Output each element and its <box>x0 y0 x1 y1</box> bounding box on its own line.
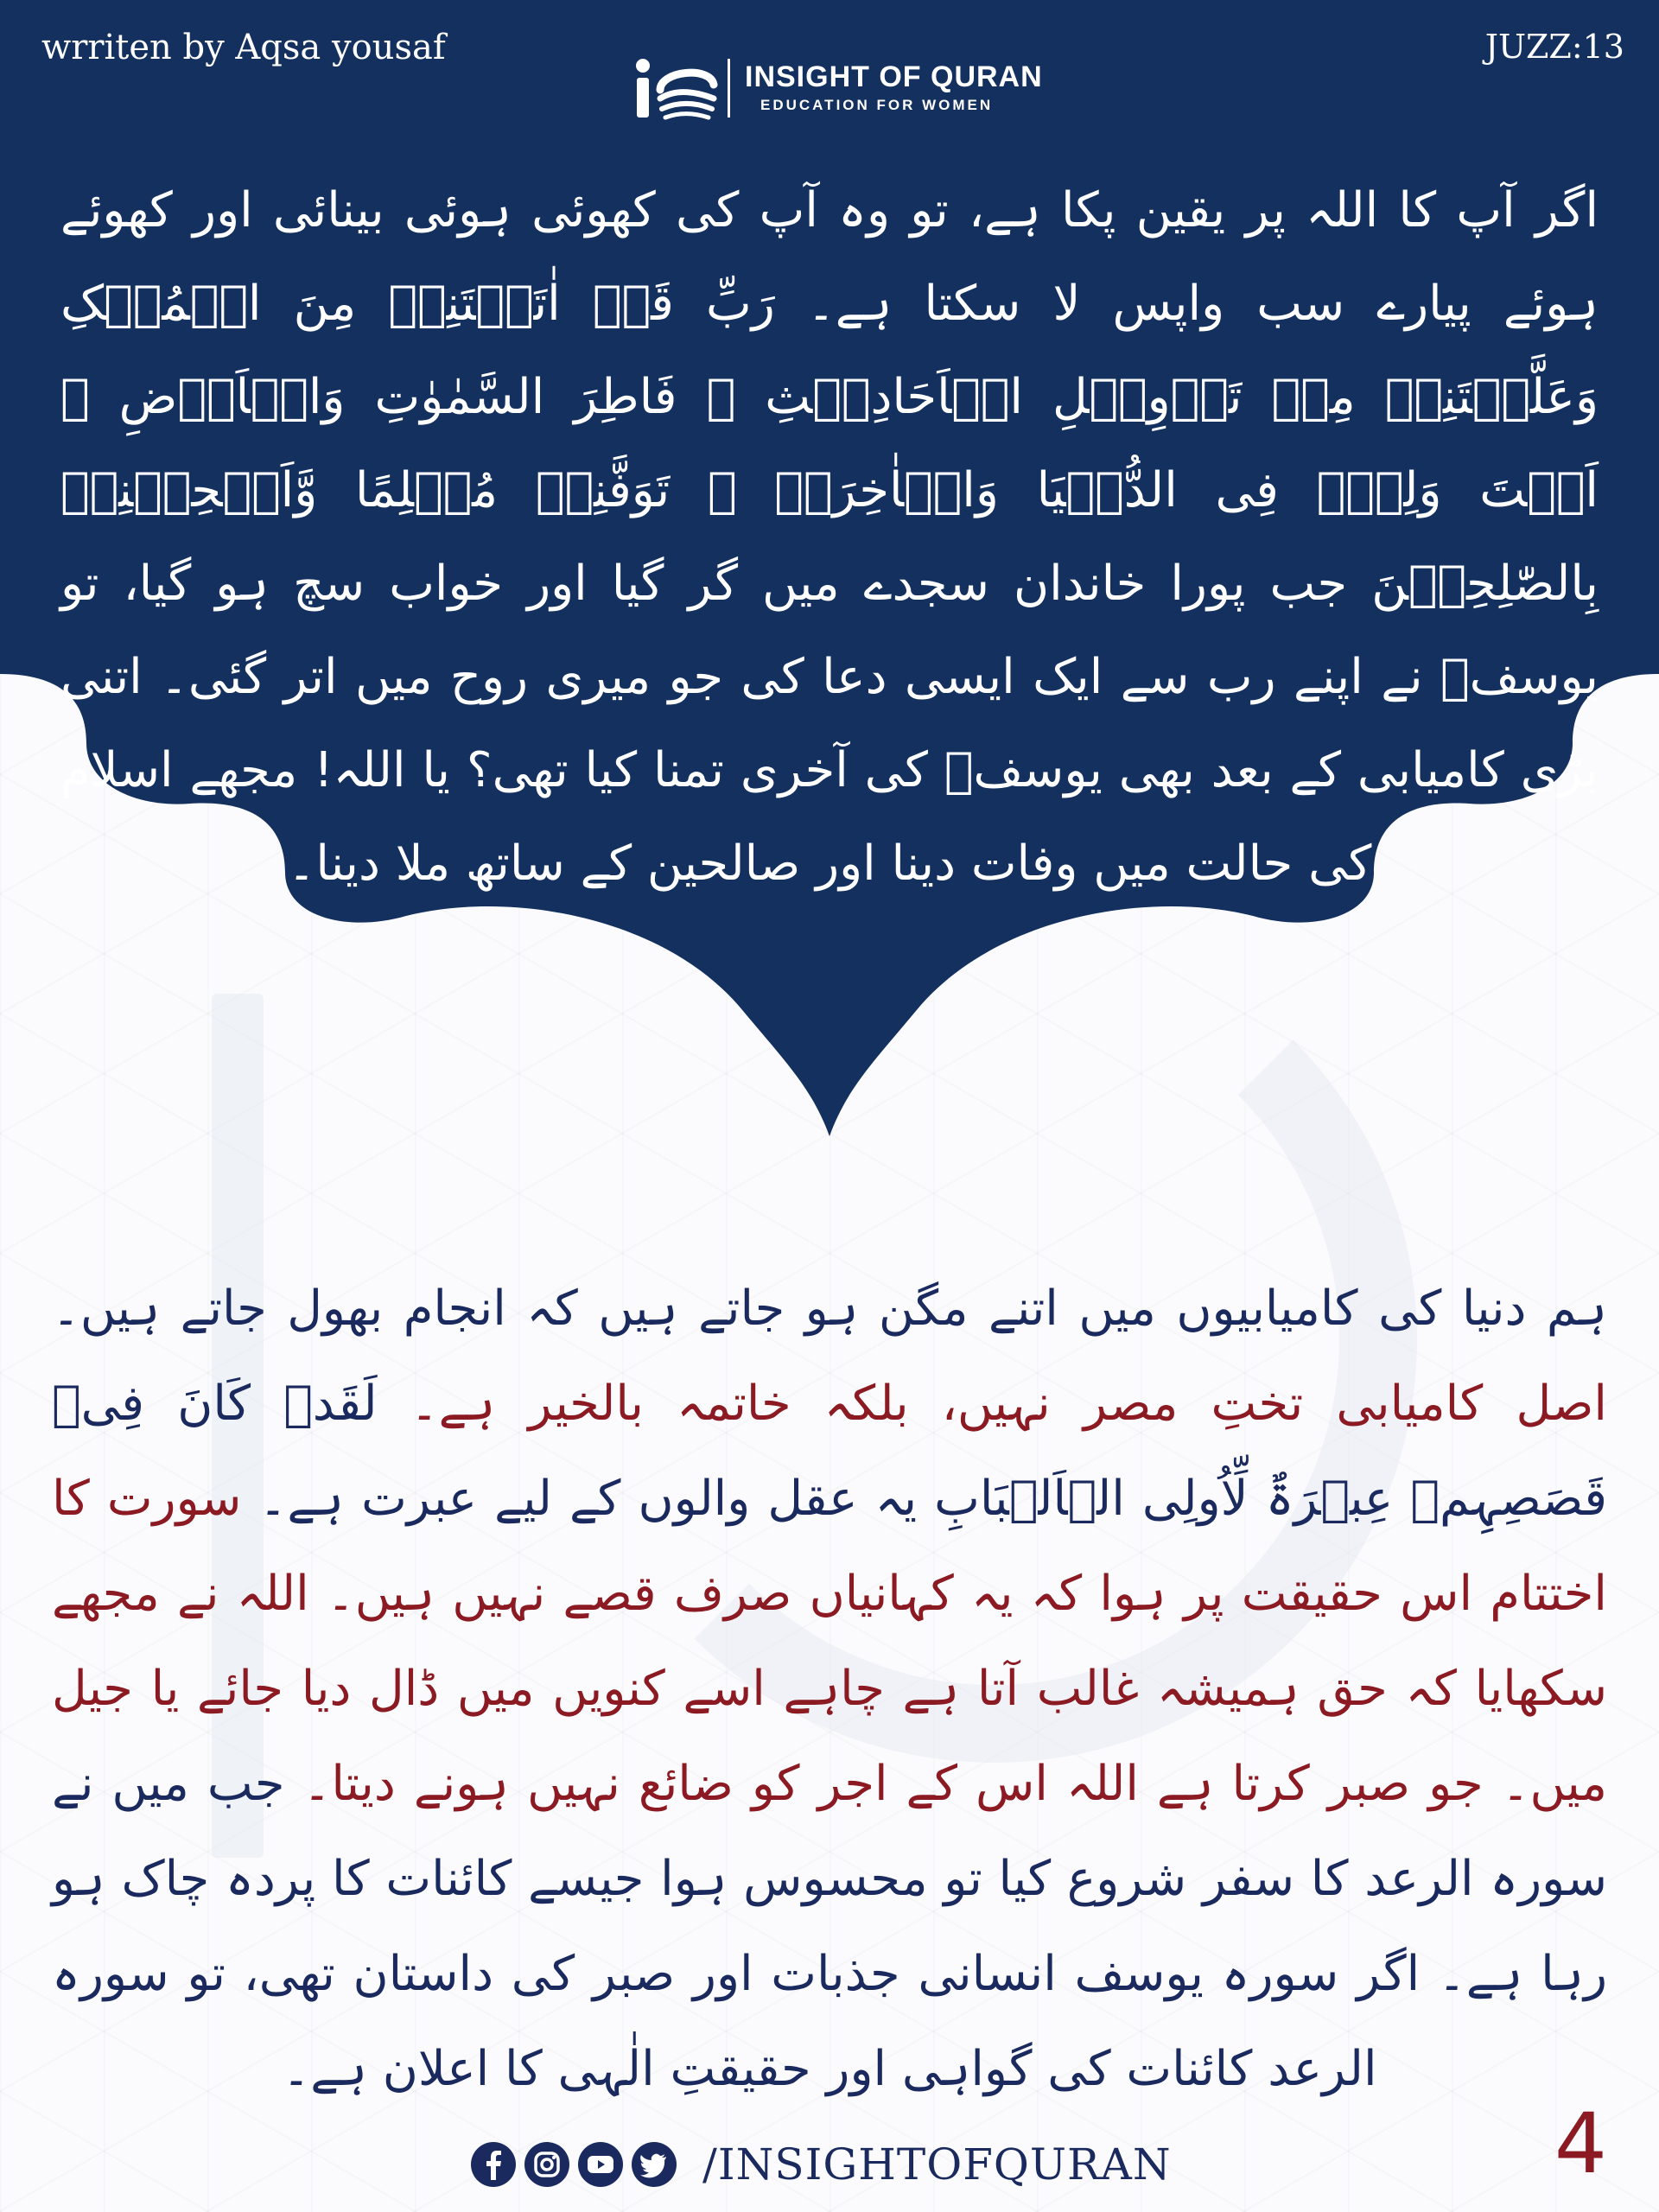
social-footer <box>471 2134 1214 2195</box>
top-intro-text: اگر آپ کا اللہ پر یقین پکا ہے، تو وہ آپ کی کھوئی ہوئی بینائی اور کھوئے ہوئے پیارے سب واپس لا سکتا ہے۔ <box>60 182 1599 332</box>
logo-title: INSIGHT OF QURAN <box>745 60 1043 93</box>
sentence-6: اللہ نے مجھے سکھایا کہ حق ہمیشہ غالب آتا ہے چاہے اسے کنویں میں ڈال دیا جائے یا جیل میں۔ <box>52 1566 1607 1812</box>
sentence-8: جب میں نے سورہ الرعد کا سفر شروع کیا تو محسوس ہوا جیسے کائنات کا پردہ چاک ہو رہا ہے۔ <box>52 1756 1607 2002</box>
bottom-paragraph <box>52 1262 1607 2117</box>
sentence-4: یہ عقل والوں کے لیے عبرت ہے۔ <box>258 1471 918 1527</box>
juzz-label: JUZZ:13 <box>1484 28 1624 66</box>
logo-subtitle: EDUCATION FOR WOMEN <box>760 97 994 113</box>
brand-logo <box>631 54 1043 123</box>
quran-verse-dua: رَبِّ قَدۡ اٰتَیۡتَنِیۡ مِنَ الۡمُلۡکِ وَعَلَّمۡتَنِیۡ مِنۡ تَاۡوِیۡلِ الۡاَحَادِیۡثِ ۚ فَاطِرَ السَّمٰوٰتِ وَالۡاَرۡضِ ۟ اَنۡتَ وَلِیّٖ فِی الدُّنۡیَا وَالۡاٰخِرَۃِ ۚ تَوَفَّنِیۡ مُسۡلِمًا وَّاَلۡحِقۡنِیۡ بِالصّٰلِحِیۡنَ <box>60 276 1599 612</box>
sentence-1: ہم دنیا کی کامیابیوں میں اتنے مگن ہو جاتے ہیں کہ انجام بھول جاتے ہیں۔ <box>52 1281 1607 1337</box>
logo-separator <box>728 59 730 118</box>
quran-verse-ibrah: لَقَدۡ کَانَ فِیۡ قَصَصِہِمۡ عِبۡرَۃٌ لِّاُولِی الۡاَلۡبَابِ <box>52 1376 1608 1527</box>
sentence-9: اگر سورہ یوسف انسانی جذبات اور صبر کی داستان تھی، تو سورہ الرعد کائنات کی گواہی اور حقیقتِ الٰہی کا اعلان ہے۔ <box>52 1946 1421 2097</box>
sentence-5: سورت کا اختتام اس حقیقت پر ہوا کہ یہ کہانیاں صرف قصے نہیں ہیں۔ <box>52 1471 1607 1622</box>
author-credit: wrriten by Aqsa yousaf <box>41 28 446 67</box>
sentence-2: اصل کامیابی تختِ مصر نہیں، بلکہ خاتمہ بالخیر ہے۔ <box>410 1376 1607 1432</box>
social-handle[interactable]: /INSIGHTOFQURAN <box>702 2139 1172 2190</box>
twitter-icon[interactable] <box>632 2142 677 2187</box>
youtube-icon[interactable] <box>578 2142 623 2187</box>
top-paragraph <box>60 164 1599 911</box>
top-body-text: جب پورا خاندان سجدے میں گر گیا اور خواب سچ ہو گیا، تو یوسفؑ نے اپنے رب سے ایک ایسی دعا کی جو میری روح میں اتر گئی۔ اتنی بڑی کامیابی کے بعد بھی یوسفؑ کی آخری تمنا کیا تھی؟ یا اللہ! مجھے اسلام کی حالت میں وفات دینا اور صالحین کے ساتھ ملا دینا۔ <box>60 556 1599 892</box>
sentence-7: جو صبر کرتا ہے اللہ اس کے اجر کو ضائع نہیں ہونے دیتا۔ <box>302 1756 1484 1812</box>
page-number: 4 <box>1554 2095 1607 2192</box>
logo-mark-icon <box>631 55 726 121</box>
instagram-icon[interactable] <box>524 2142 569 2187</box>
facebook-icon[interactable] <box>471 2142 516 2187</box>
